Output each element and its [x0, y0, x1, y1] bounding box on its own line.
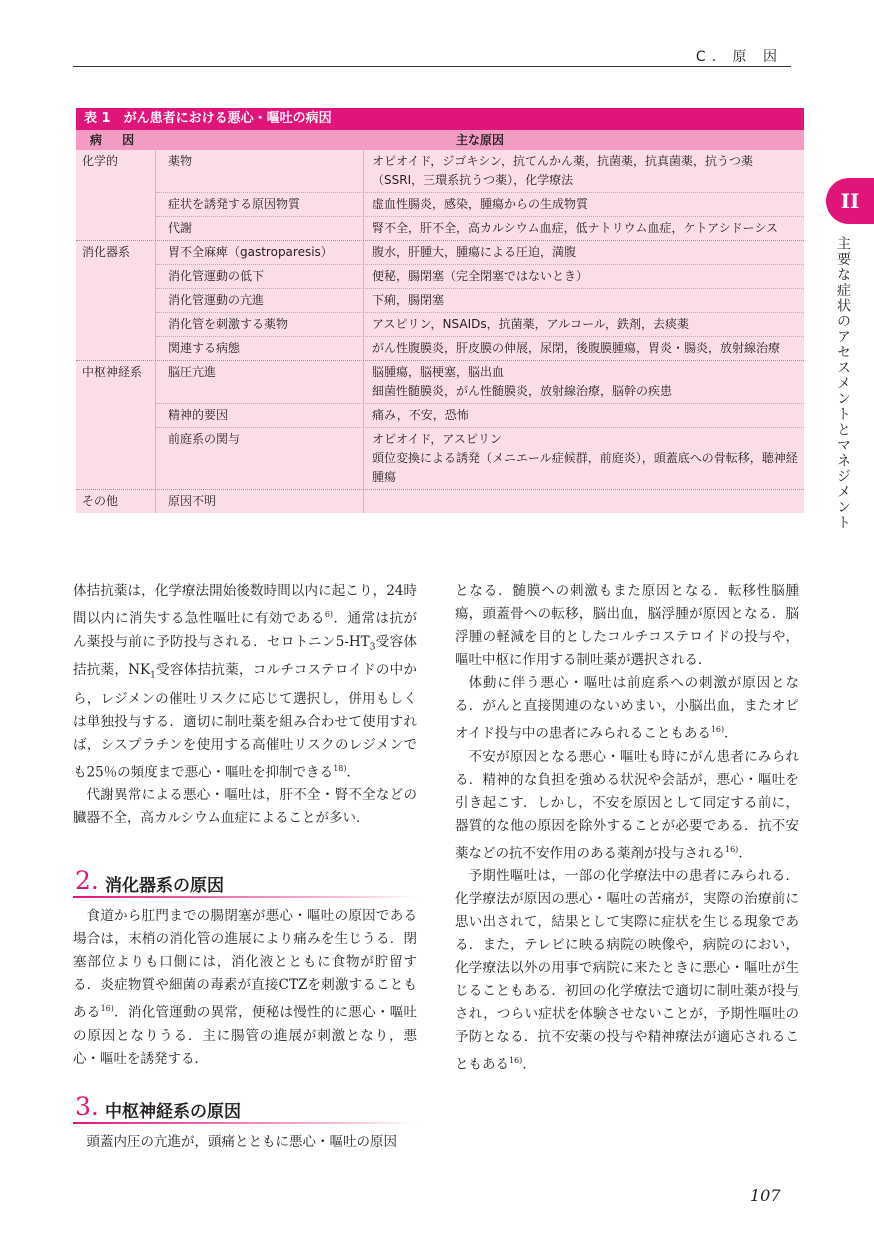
section-underline — [73, 1122, 417, 1124]
paragraph: となる．髄膜への刺激もまた原因となる．転移性脳腫瘍，頭蓋骨への転移，脳出血，脳浮腫が原因となる．脳浮腫の軽減を目的としたコルチコステロイドの投与や，嘔吐中枢に作用する制吐薬が選択される． — [455, 583, 799, 668]
citation: 18) — [333, 763, 347, 773]
section-number: 2. — [75, 866, 99, 895]
table-row — [156, 336, 804, 360]
header-etiology: 病 因 — [89, 133, 143, 147]
left-column-part2 — [73, 905, 417, 1071]
chapter-tab — [826, 178, 874, 224]
text-run: ．消化管運動の異常，便秘は慢性的に悪心・嘔吐の原因となりうる．主に腸管の進展が刺激となり，悪心・嘔吐を誘発する． — [73, 1004, 418, 1067]
section-title: 消化器系の原因 — [105, 876, 224, 896]
table-row — [156, 312, 804, 336]
etiology-subcategory: 前庭系の関与 — [156, 428, 364, 489]
paragraph: 頭蓋内圧の亢進が，頭痛とともに悪心・嘔吐の原因 — [86, 1134, 397, 1150]
cause-line: オピオイド，ジゴキシン，抗てんかん薬，抗菌薬，抗真菌薬，抗うつ薬（SSRI，三環系抗うつ薬），化学療法 — [372, 154, 753, 187]
etiology-subcategory: 原因不明 — [156, 490, 364, 513]
citation: 6) — [324, 610, 334, 619]
table-body — [76, 150, 804, 513]
chapter-title-vertical: 主要な症状のアセスメントとマネジメント — [835, 236, 851, 531]
cause-line: 細菌性髄膜炎，がん性髄膜炎，放射線治療，脳幹の疾患 — [372, 384, 673, 398]
text-run: 不安が原因となる悪心・嘔吐も時にがん患者にみられる．精神的な負担を強める状況や会話が，悪心・嘔吐を引き起こす．しかし，不安を原因として同定する前に，器質的な他の原因を除外することが必要である．抗不安薬などの抗不安作用のある薬剤が投与される — [455, 748, 799, 861]
table-group-row — [76, 240, 804, 360]
cause-line: 頭位変換による誘発（メニエール症候群，前庭炎），頭蓋底への骨転移，聴神経腫瘍 — [372, 451, 798, 484]
etiology-subcategory: 脳圧亢進 — [156, 361, 364, 403]
cause-line: オピオイド，アスピリン — [372, 432, 502, 446]
etiology-table — [76, 108, 804, 513]
text-run: ． — [522, 1056, 536, 1073]
paragraph — [455, 672, 799, 746]
text-run: 食道から肛門までの腸閉塞が悪心・嘔吐の原因である場合は，末梢の消化管の進展により痛みを生じうる．閉塞部位よりも口側には，消化液とともに食物が貯留する．炎症物質や細菌の毒素が直接CTZを刺激することもある — [73, 908, 417, 1021]
running-header — [73, 40, 791, 67]
left-column-part3 — [73, 1131, 417, 1154]
etiology-subcategory: 消化管運動の低下 — [156, 265, 364, 288]
etiology-category: 化学的 — [76, 150, 156, 240]
table-group-row — [76, 360, 804, 489]
paragraph — [455, 865, 799, 1077]
table-header-row — [76, 130, 804, 150]
page-number: 107 — [750, 1186, 781, 1205]
main-cause-cell — [364, 361, 804, 403]
cause-line: 腎不全，肝不全，高カルシウム血症，低ナトリウム血症，ケトアシドーシス — [372, 221, 779, 235]
group-cells — [156, 490, 804, 513]
group-cells — [156, 361, 804, 489]
etiology-subcategory: 関連する病態 — [156, 337, 364, 360]
table-row — [156, 288, 804, 312]
text-run: ． — [724, 725, 738, 742]
section-label: C. 原 因 — [695, 49, 783, 65]
paragraph — [73, 580, 417, 784]
table-row — [156, 403, 804, 427]
citation: 16) — [100, 1004, 114, 1013]
section-heading-2 — [73, 866, 417, 898]
right-column — [455, 580, 799, 1077]
citation: 16) — [710, 725, 725, 734]
table-group-row — [76, 150, 804, 240]
etiology-subcategory: 胃不全麻痺（gastroparesis） — [156, 241, 364, 264]
etiology-category: 中枢神経系 — [76, 361, 156, 489]
table-row — [156, 427, 804, 489]
main-cause-cell — [364, 490, 804, 513]
text-run: 体動に伴う悪心・嘔吐は前庭系への刺激が原因となる．がんと直接関連のないめまい，小脳出血，またオピオイド投与中の患者にみられることもある — [455, 675, 799, 742]
paragraph — [73, 905, 417, 1071]
group-cells — [156, 241, 804, 360]
table-row — [156, 264, 804, 288]
etiology-category: その他 — [76, 490, 156, 513]
main-cause-cell — [364, 404, 804, 427]
main-cause-cell — [364, 265, 804, 288]
main-cause-cell — [364, 241, 804, 264]
table-row — [156, 192, 804, 216]
etiology-subcategory: 消化管を刺激する薬物 — [156, 313, 364, 336]
text-run: 受容体拮抗薬，コルチコステロイドの中から，レジメンの催吐リスクに応じて選択し，併用もしくは単独投与する．適切に制吐薬を組み合わせて使用すれば，シスプラチンを使用する高催吐リスクのレジメンでも25％の頻度まで悪心・嘔吐を抑制できる — [73, 662, 417, 781]
cause-line: 便秘，腸閉塞（完全閉塞ではないとき） — [372, 269, 589, 283]
main-cause-cell — [364, 428, 804, 489]
cause-line — [372, 492, 798, 511]
cause-line: アスピリン，NSAIDs，抗菌薬，アルコール，鉄剤，去痰薬 — [372, 317, 689, 331]
main-cause-cell — [364, 289, 804, 312]
main-cause-cell — [364, 150, 804, 192]
main-cause-cell — [364, 217, 804, 240]
table-row — [156, 241, 804, 264]
etiology-category: 消化器系 — [76, 241, 156, 360]
table-row — [156, 490, 804, 513]
section-underline — [73, 896, 417, 898]
paragraph — [455, 746, 799, 866]
header-main-cause: 主な原因 — [455, 133, 504, 147]
table-row — [156, 361, 804, 403]
section-heading-3 — [73, 1092, 417, 1124]
cause-line: 虚血性腸炎，感染，腫瘍からの生成物質 — [372, 197, 589, 211]
text-run: 体拮抗薬は，化学療法開始後数時間以内に起こり，24時間以内に消失する急性嘔吐に有効である — [73, 583, 417, 627]
text-run: ．通常は抗がん薬投与前に予防投与される．セロトニン5-HT — [73, 610, 418, 650]
cause-line: 腹水，肝腫大，腫瘍による圧迫，満腹 — [372, 245, 577, 259]
etiology-subcategory: 代謝 — [156, 217, 364, 240]
etiology-subcategory: 薬物 — [156, 150, 364, 192]
cause-line: 痛み，不安，恐怖 — [372, 408, 469, 422]
subscript: 1 — [150, 670, 156, 681]
main-cause-cell — [364, 313, 804, 336]
cause-line: がん性腹膜炎，肝皮膜の伸展，尿閉，後腹膜腫瘍，胃炎・腸炎，放射線治療 — [372, 341, 781, 355]
cause-line: 脳腫瘍，脳梗塞，脳出血 — [372, 365, 505, 379]
main-cause-cell — [364, 337, 804, 360]
cause-line: 下痢，腸閉塞 — [372, 293, 445, 307]
text-run: 受容体拮抗薬，NK — [73, 633, 418, 679]
citation: 16) — [725, 844, 739, 854]
left-column — [73, 580, 417, 830]
section-title: 中枢神経系の原因 — [105, 1102, 241, 1122]
etiology-subcategory: 消化管運動の亢進 — [156, 289, 364, 312]
main-cause-cell — [364, 193, 804, 216]
citation: 16) — [509, 1056, 523, 1065]
table-group-row — [76, 489, 804, 513]
text-run: ． — [738, 845, 752, 861]
subscript: 3 — [369, 642, 376, 653]
etiology-subcategory: 症状を誘発する原因物質 — [156, 193, 364, 216]
etiology-subcategory: 精神的要因 — [156, 404, 364, 427]
table-row — [156, 216, 804, 240]
chapter-numeral: II — [840, 189, 860, 213]
table-title: 表 1 がん患者における悪心・嘔吐の病因 — [76, 108, 804, 130]
text-run: 予期性嘔吐は，一部の化学療法中の患者にみられる．化学療法が原因の悪心・嘔吐の苦痛が，実際の治療前に思い出されて，結果として実際に症状を生じる現象である．また，テレビに映る病院の映像や，病院のにおい，化学療法以外の用事で病院に来たときに悪心・嘔吐が生じることもある．初回の化学療法で適切に制吐薬が投与され，つらい症状を体験させないことが，予期性嘔吐の予防となる．抗不安薬の投与や精神療法が適応されることもある — [455, 868, 799, 1073]
section-number: 3. — [75, 1092, 99, 1121]
group-cells — [156, 150, 804, 240]
paragraph: 代謝異常による悪心・嘔吐は，肝不全・腎不全などの臓器不全，高カルシウム血症によることが多い． — [73, 787, 417, 827]
text-run: ． — [346, 764, 360, 781]
table-row — [156, 150, 804, 192]
